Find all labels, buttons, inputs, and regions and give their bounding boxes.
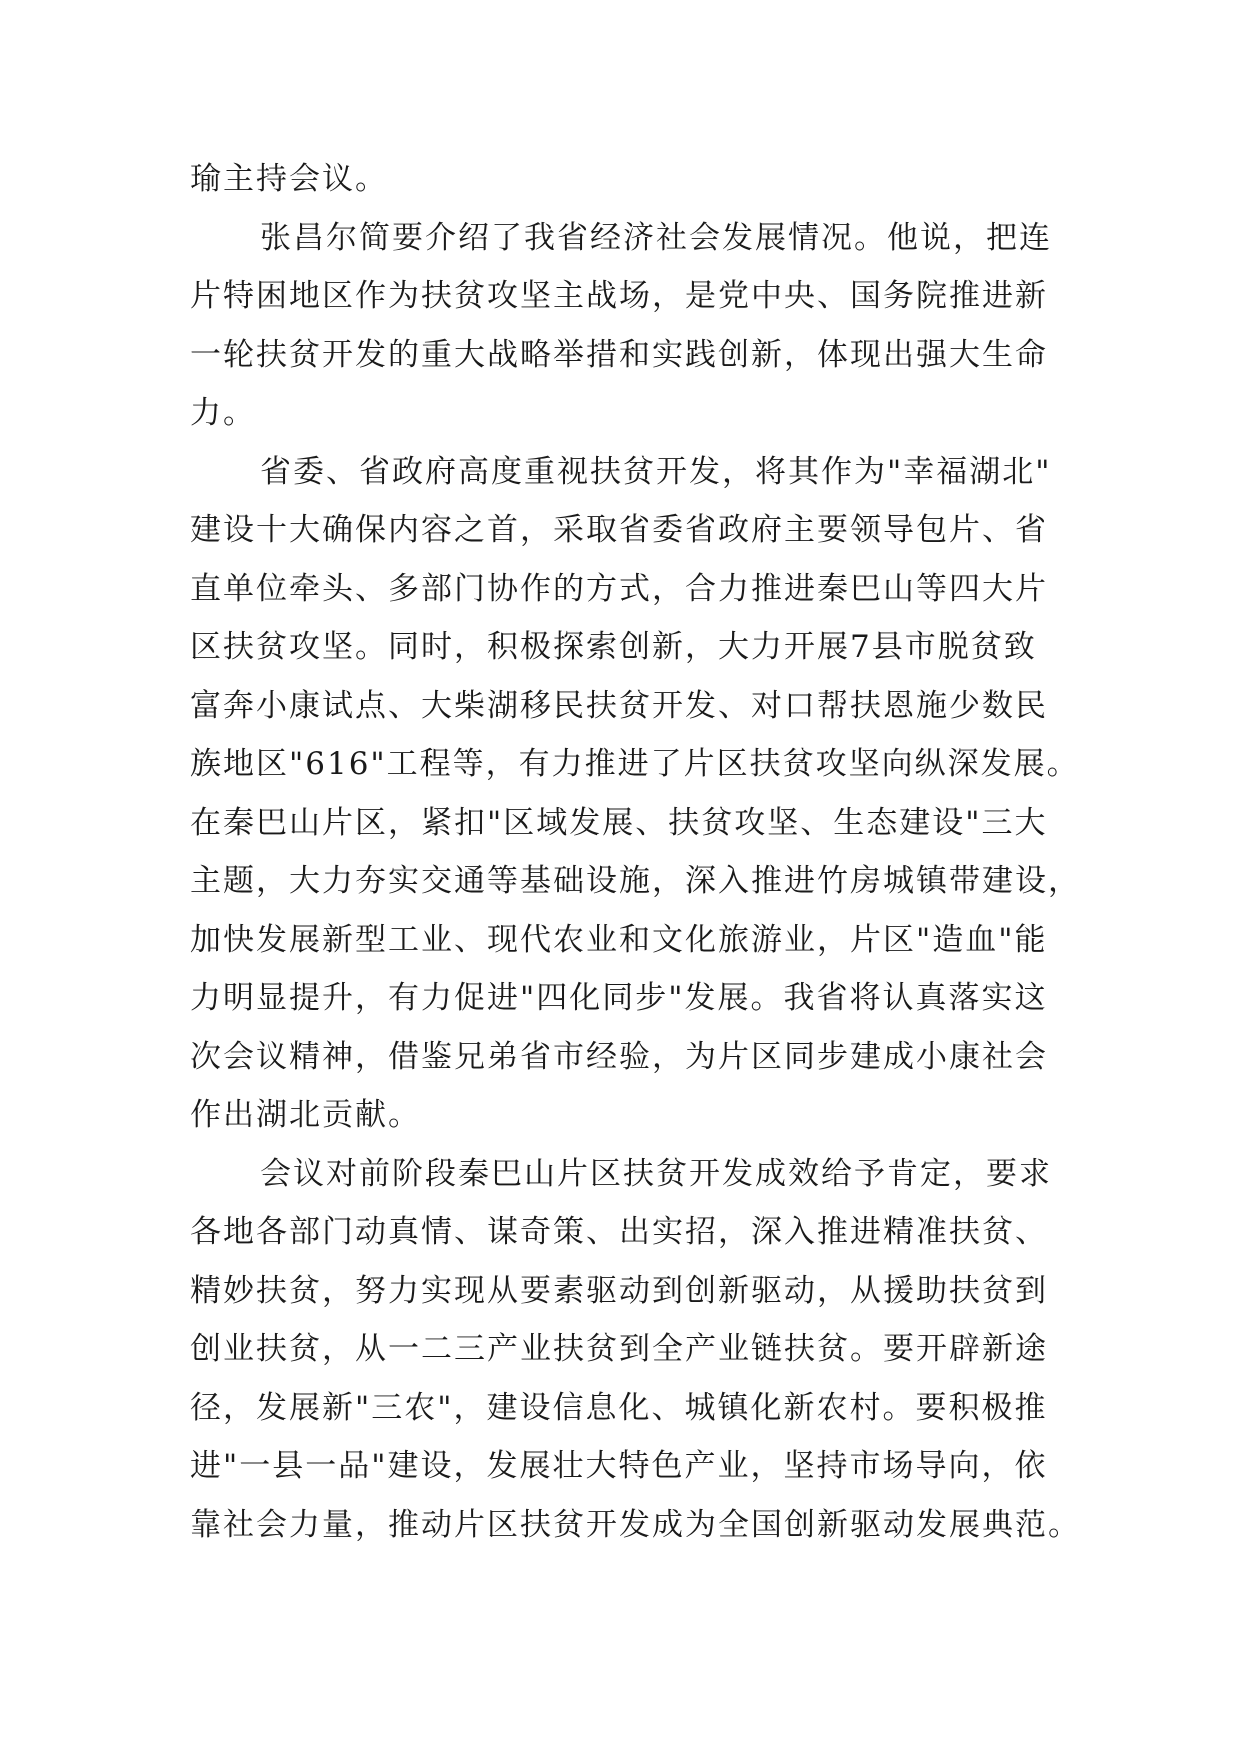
text-line: 省委、省政府高度重视扶贫开发，将其作为"幸福湖北"	[260, 453, 1052, 490]
text-line: 族地区"616"工程等，有力推进了片区扶贫攻坚向纵深发展。	[190, 746, 1080, 782]
text-line: 各地各部门动真情、谋奇策、出实招，深入推进精准扶贫、	[190, 1214, 1048, 1250]
text-line: 片特困地区作为扶贫攻坚主战场，是党中央、国务院推进新	[190, 278, 1048, 314]
text-line: 精妙扶贫，努力实现从要素驱动到创新驱动，从援助扶贫到	[190, 1272, 1048, 1309]
text-line: 区扶贫攻坚。同时，积极探索创新，大力开展7县市脱贫致	[190, 629, 1037, 665]
text-line: 会议对前阶段秦巴山片区扶贫开发成效给予肯定，要求	[260, 1155, 1052, 1192]
text-line: 瑜主持会议。	[190, 161, 388, 197]
text-line: 张昌尔简要介绍了我省经济社会发展情况。他说，把连	[260, 219, 1052, 256]
text-line: 作出湖北贡献。	[190, 1097, 421, 1133]
text-line: 主题，大力夯实交通等基础设施，深入推进竹房城镇带建设，	[190, 863, 1081, 899]
text-line: 径，发展新"三农"，建设信息化、城镇化新农村。要积极推	[190, 1389, 1048, 1426]
text-line: 次会议精神，借鉴兄弟省市经验，为片区同步建成小康社会	[190, 1038, 1048, 1075]
text-line: 一轮扶贫开发的重大战略举措和实践创新，体现出强大生命	[190, 336, 1048, 373]
text-line: 力明显提升，有力促进"四化同步"发展。我省将认真落实这	[190, 980, 1048, 1016]
text-line: 靠社会力量，推动片区扶贫开发成为全国创新驱动发展典范。	[190, 1506, 1081, 1543]
text-line: 富奔小康试点、大柴湖移民扶贫开发、对口帮扶恩施少数民	[190, 687, 1048, 724]
text-line: 创业扶贫，从一二三产业扶贫到全产业链扶贫。要开辟新途	[190, 1331, 1048, 1367]
document-body	[190, 150, 1081, 1554]
text-line: 建设十大确保内容之首，采取省委省政府主要领导包片、省	[190, 512, 1048, 548]
text-line: 进"一县一品"建设，发展壮大特色产业，坚持市场导向，依	[190, 1448, 1048, 1484]
text-line: 加快发展新型工业、现代农业和文化旅游业，片区"造血"能	[190, 921, 1048, 958]
text-line: 在秦巴山片区，紧扣"区域发展、扶贫攻坚、生态建设"三大	[190, 804, 1048, 841]
text-line: 力。	[190, 395, 256, 431]
text-line: 直单位牵头、多部门协作的方式，合力推进秦巴山等四大片	[190, 570, 1048, 607]
